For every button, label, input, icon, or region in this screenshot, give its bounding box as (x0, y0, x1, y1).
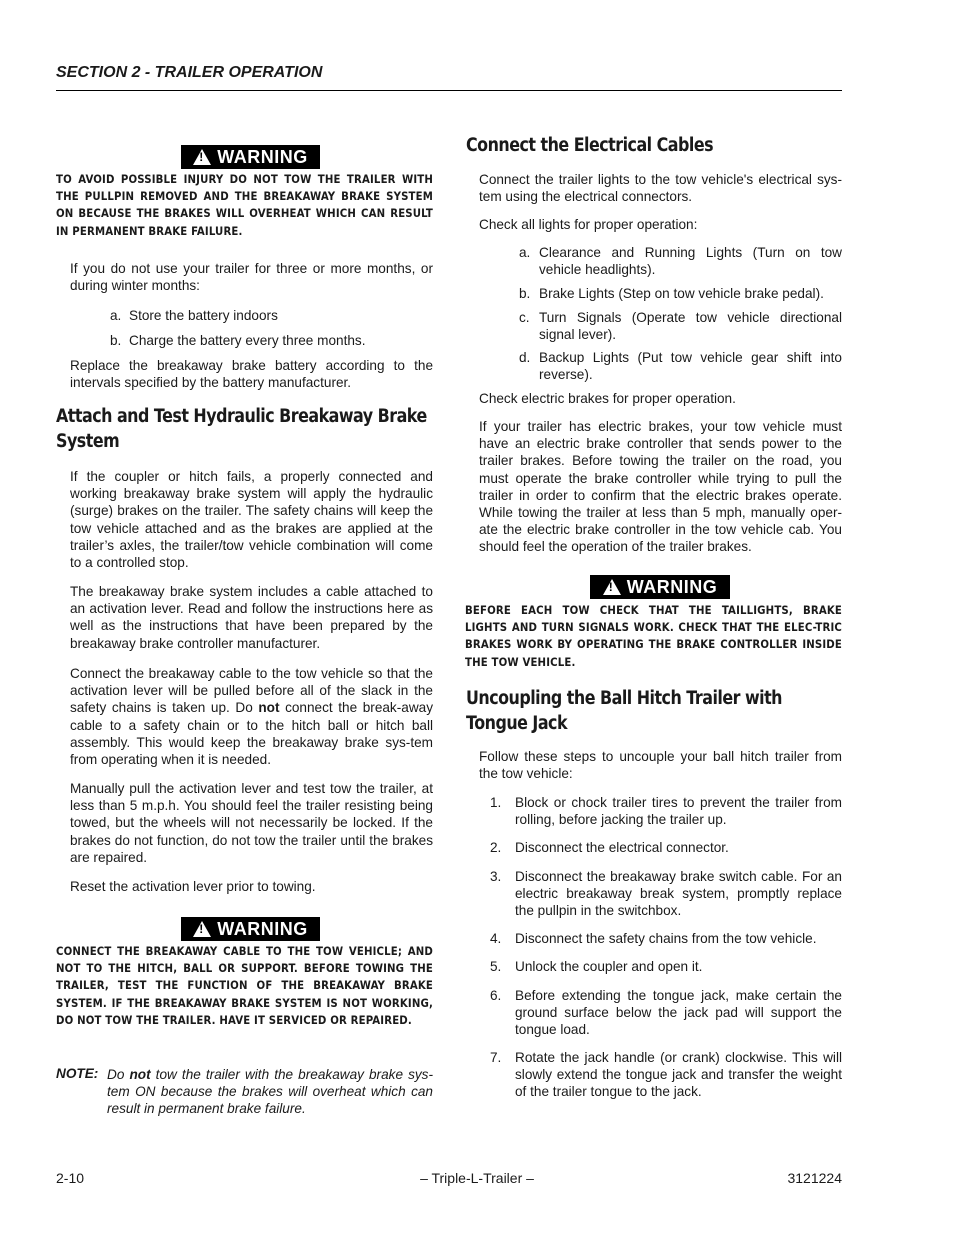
list-item: c. Turn Signals (Operate tow vehicle directional signal lever). (519, 310, 842, 343)
list-item: a. Store the battery indoors (110, 308, 278, 323)
list-item: 1. Block or chock trailer tires to prevent the trailer from rolling, before jacking the trailer up. (490, 795, 842, 828)
paragraph-reset: Reset the activation lever prior to towing. (70, 879, 316, 894)
list-item: d. Backup Lights (Put tow vehicle gear shift into reverse). (519, 350, 842, 383)
heading-electrical: Connect the Electrical Cables (466, 135, 714, 156)
paragraph-replace: Replace the breakaway brake battery according to the intervals specified by the battery manufacturer. (70, 358, 433, 391)
paragraph-connect-cable: Connect the breakaway cable to the tow vehicle so that the activation lever will be pulled before all of the slack in the safety chains is taken up. Do not connect the break-away cable to a safety chain or to the hitch ball or hitch ball assembly. This would keep the breakaway brake sys-tem from operating when it is needed. (70, 666, 433, 768)
paragraph-manual-test: Manually pull the activation lever and test tow the trailer, at less than 5 m.p.h. You should feel the trailer resisting being towed, but the wheels will not necessarily be locked. If the brakes do not function, do not tow the trailer until the brakes are repaired. (70, 781, 433, 865)
paragraph-follow-steps: Follow these steps to uncouple your ball hitch trailer from the tow vehicle: (479, 749, 842, 782)
paragraph-system: The breakaway brake system includes a cable attached to an activation lever. Read and follow the instructions here as well as the instructions that have been prepared by the breakaway brake controller manufacturer. (70, 584, 433, 651)
paragraph-check-lights: Check all lights for proper operation: (479, 217, 698, 232)
list-item: b. Charge the battery every three months. (110, 333, 366, 348)
heading-attach-test: Attach and Test Hydraulic Breakaway Brake System (56, 406, 427, 452)
warning-text-2: CONNECT THE BREAKAWAY CABLE TO THE TOW VEHICLE; AND NOT TO THE HITCH, BALL OR SUPPORT. BEFORE TOWING THE TRAILER, TEST THE FUNCTION OF THE BREAKAWAY BRAKE SYSTEM. IF THE BREAKAWAY BRAKE SYSTEM IS NOT WORKING, DO NOT TOW THE TRAILER. HAVE IT SERVICED OR REPAIRED. (56, 945, 433, 1027)
warning-label: WARNING (626, 577, 718, 597)
note-text: Do not tow the trailer with the breakaway brake sys-tem ON because the brakes will overheat which can result in permanent brake failure. (107, 1067, 433, 1117)
list-item: 5. Unlock the coupler and open it. (490, 959, 703, 974)
document-number: 3121224 (787, 1170, 842, 1186)
warning-banner-3 (590, 575, 730, 599)
note (56, 1066, 433, 1118)
warning-triangle-icon (193, 149, 211, 165)
section-title: SECTION 2 - TRAILER OPERATION (56, 64, 323, 81)
list-item: a. Clearance and Running Lights (Turn on tow vehicle headlights). (519, 245, 842, 278)
paragraph-check-brakes: Check electric brakes for proper operation. (479, 391, 736, 406)
section-header (56, 64, 842, 91)
list-item: 6. Before extending the tongue jack, make certain the ground surface below the jack pad will support the tongue load. (490, 988, 842, 1038)
list-item: b. Brake Lights (Step on tow vehicle brake pedal). (519, 286, 824, 301)
page-number: 2-10 (56, 1170, 85, 1186)
paragraph-connect-lights: Connect the trailer lights to the tow vehicle's electrical sys-tem using the electrical connectors. (479, 172, 842, 205)
warning-label: WARNING (217, 147, 308, 167)
list-item: 7. Rotate the jack handle (or crank) clockwise. This will slowly extend the tongue jack and transfer the weight of the trailer tongue to the jack. (490, 1050, 842, 1100)
list-item: 3. Disconnect the breakaway brake switch cable. For an electric breakaway break system, promptly replace the pullpin in the switchbox. (490, 869, 842, 919)
list-item: 2. Disconnect the electrical connector. (490, 840, 729, 855)
paragraph-coupler: If the coupler or hitch fails, a properly connected and working breakaway brake system will apply the hydraulic (surge) brakes on the trailer. The safety chains will keep the tow vehicle attached and as the brakes are applied at the trailer’s axles, the trailer/tow vehicle combination will come to a controlled stop. (70, 469, 433, 571)
paragraph-storage: If you do not use your trailer for three or more months, or during winter months: (70, 261, 433, 294)
warning-label: WARNING (217, 919, 308, 939)
warning-text-3: BEFORE EACH TOW CHECK THAT THE TAILLIGHTS, BRAKE LIGHTS AND TURN SIGNALS WORK. CHECK THAT THE ELEC-TRIC BRAKES WORK BY OPERATING THE BRAKE CONTROLLER INSIDE THE TOW VEHICLE. (465, 604, 842, 669)
list-item: 4. Disconnect the safety chains from the tow vehicle. (490, 931, 817, 946)
warning-triangle-icon (603, 579, 621, 595)
warning-text-1: TO AVOID POSSIBLE INJURY DO NOT TOW THE TRAILER WITH THE PULLPIN REMOVED AND THE BREAKAWAY BRAKE SYSTEM ON BECAUSE THE BRAKES WILL OVERHEAT WHICH CAN RESULT IN PERMANENT BRAKE FAILURE. (56, 173, 433, 238)
heading-uncoupling: Uncoupling the Ball Hitch Trailer with Tongue Jack (466, 688, 782, 734)
note-label: NOTE: (56, 1066, 99, 1081)
footer-title: – Triple-L-Trailer – (420, 1170, 534, 1186)
warning-triangle-icon (193, 921, 211, 937)
warning-banner-1 (181, 145, 320, 169)
warning-banner-2 (181, 917, 320, 941)
paragraph-electric-brakes: If your trailer has electric brakes, your tow vehicle must have an electric brake controller that sends power to the trailer brakes. Before towing the trailer on the road, you must operate the brake controller while trying to pull the trailer in order to confirm that the electric brakes operate. While towing the trailer at less than 5 mph, manually oper-ate the electric brake controller in the tow vehicle cab. You should feel the operation of the trailer brakes. (479, 419, 842, 555)
